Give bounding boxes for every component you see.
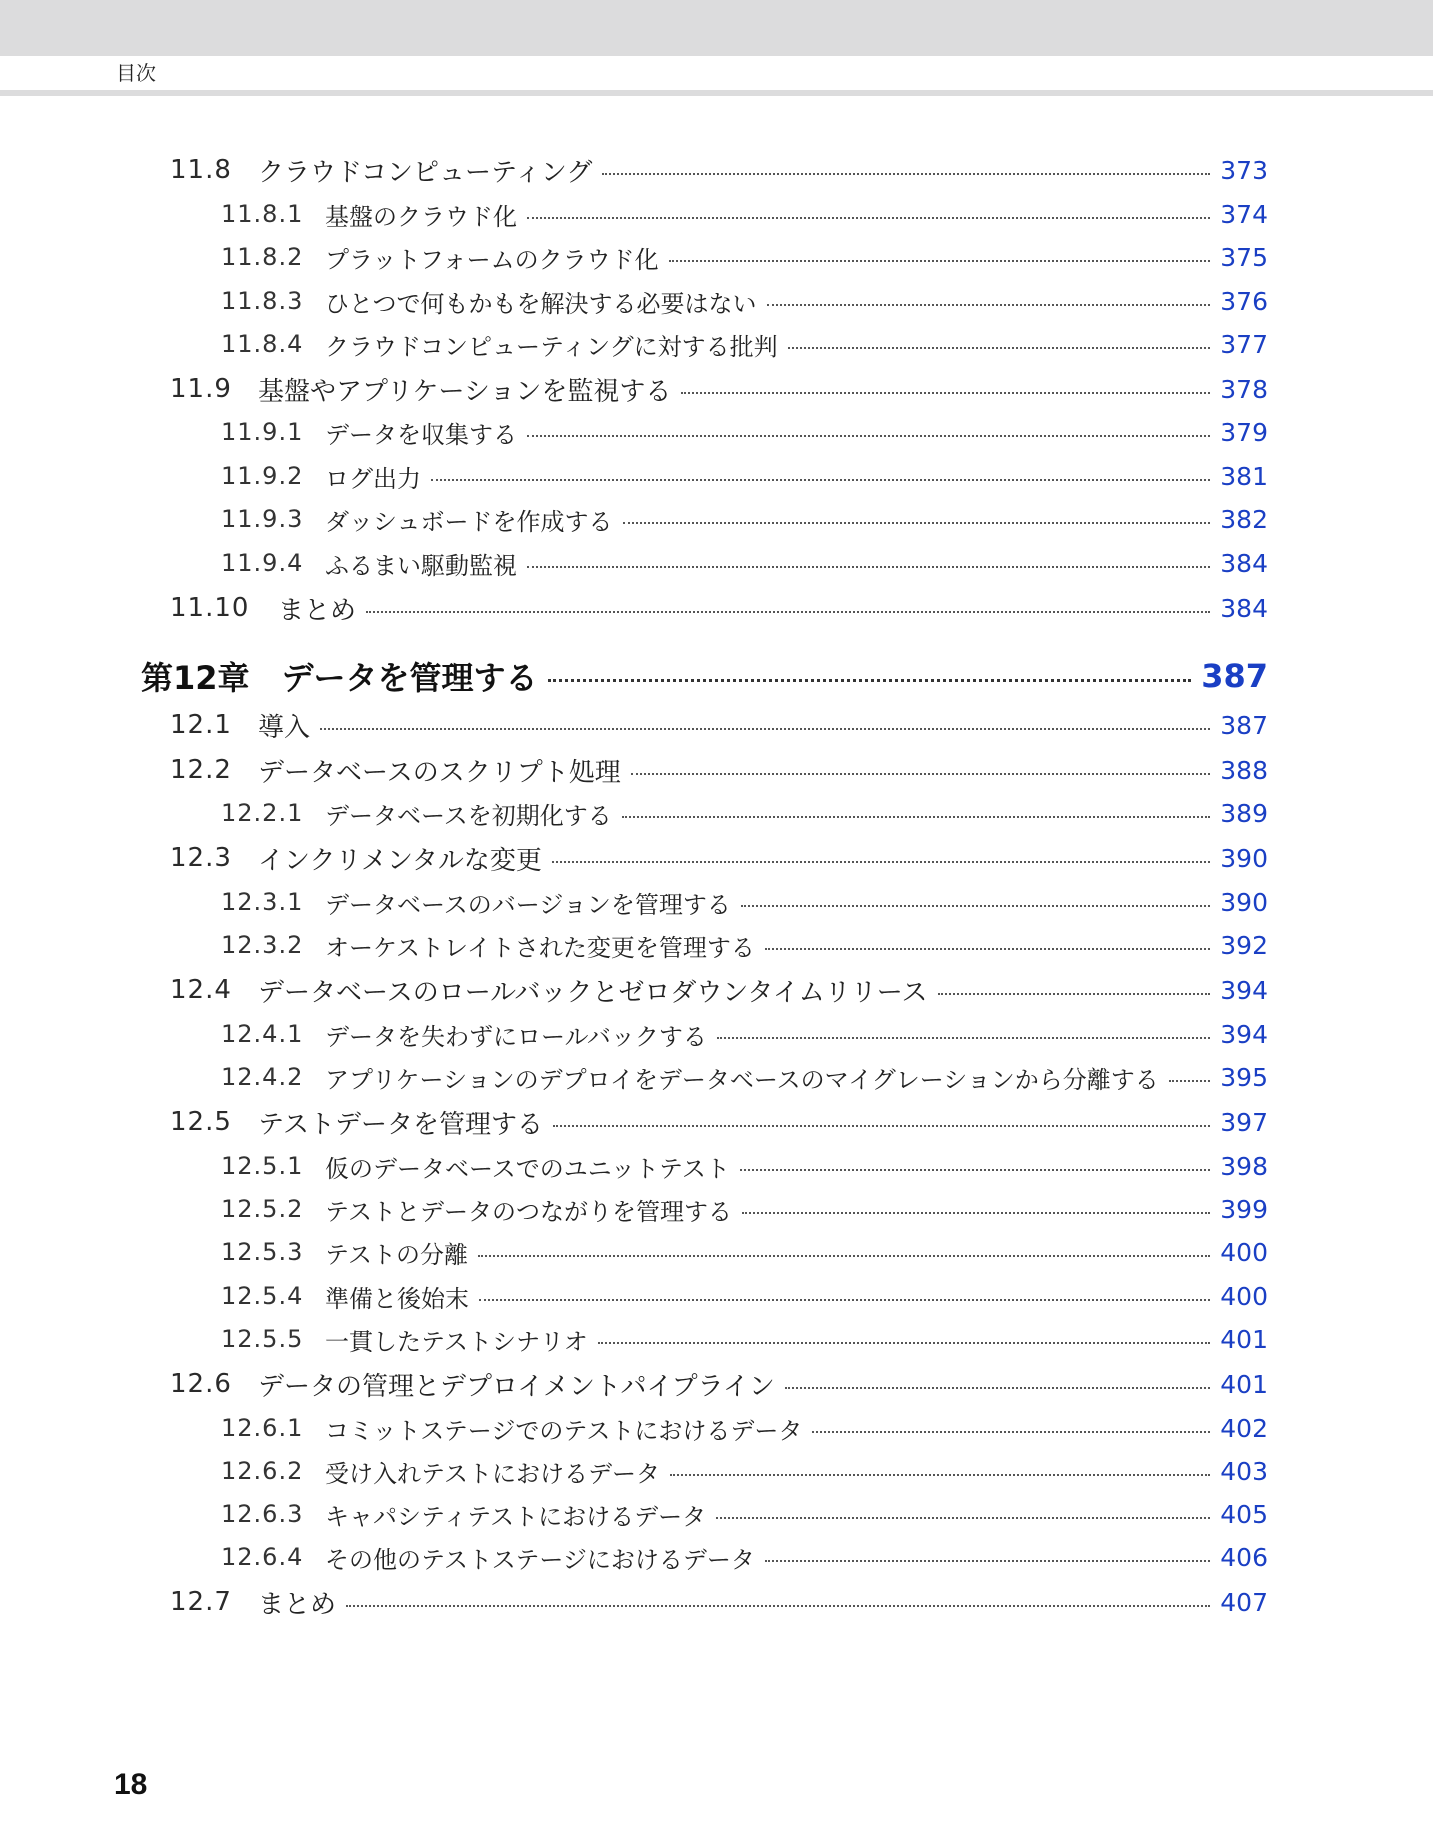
section-number: 12.3.1 bbox=[221, 888, 304, 916]
section-title: テストの分離 bbox=[325, 1240, 469, 1269]
dot-leader bbox=[670, 1474, 1210, 1476]
toc-entry[interactable] bbox=[221, 925, 1268, 965]
section-number: 11.8.2 bbox=[221, 243, 304, 271]
toc-entry[interactable] bbox=[221, 1276, 1268, 1316]
page-link[interactable]: 402 bbox=[1220, 1413, 1268, 1443]
dot-leader bbox=[765, 1560, 1210, 1562]
toc-entry[interactable] bbox=[170, 970, 1268, 1010]
section-number: 11.9.1 bbox=[221, 418, 304, 446]
section-number: 12.3.2 bbox=[221, 931, 304, 959]
toc-entry[interactable] bbox=[170, 838, 1268, 878]
section-title: インクリメンタルな変更 bbox=[258, 845, 542, 876]
page-link[interactable]: 401 bbox=[1220, 1324, 1268, 1354]
dot-leader bbox=[631, 773, 1211, 775]
page-link[interactable]: 394 bbox=[1220, 975, 1268, 1005]
dot-leader bbox=[552, 861, 1210, 863]
section-number: 11.8.1 bbox=[221, 200, 304, 228]
page-link[interactable]: 400 bbox=[1220, 1237, 1268, 1267]
toc-entry[interactable] bbox=[170, 750, 1268, 790]
toc-entry[interactable] bbox=[221, 793, 1268, 833]
dot-leader bbox=[553, 1125, 1210, 1127]
page-link[interactable]: 390 bbox=[1220, 843, 1268, 873]
dot-leader bbox=[479, 1299, 1210, 1301]
dot-leader bbox=[938, 993, 1211, 995]
section-title: データベースのロールバックとゼロダウンタイムリリース bbox=[258, 977, 928, 1008]
section-number: 11.9.2 bbox=[221, 462, 304, 490]
section-title: コミットステージでのテストにおけるデータ bbox=[325, 1416, 803, 1445]
page-link[interactable]: 406 bbox=[1220, 1542, 1268, 1572]
section-title: 受け入れテストにおけるデータ bbox=[325, 1459, 661, 1488]
section-number: 11.8 bbox=[170, 155, 232, 185]
section-number: 12.4.2 bbox=[221, 1063, 304, 1091]
toc-entry[interactable] bbox=[221, 324, 1268, 364]
section-number: 12.6.2 bbox=[221, 1457, 304, 1485]
page-link[interactable]: 398 bbox=[1220, 1151, 1268, 1181]
section-number: 12.6.3 bbox=[221, 1500, 304, 1528]
section-number: 12.5.5 bbox=[221, 1325, 304, 1353]
toc-entry[interactable] bbox=[221, 882, 1268, 922]
page-link[interactable]: 394 bbox=[1220, 1019, 1268, 1049]
page-number: 18 bbox=[114, 1768, 148, 1801]
page-link[interactable]: 401 bbox=[1220, 1369, 1268, 1399]
section-title: ログ出力 bbox=[325, 464, 421, 493]
section-title: オーケストレイトされた変更を管理する bbox=[325, 933, 755, 962]
section-title: キャパシティテストにおけるデータ bbox=[325, 1502, 707, 1531]
dot-leader bbox=[598, 1342, 1210, 1344]
section-number: 12.6.1 bbox=[221, 1414, 304, 1442]
dot-leader bbox=[741, 905, 1210, 907]
page-link[interactable]: 405 bbox=[1220, 1499, 1268, 1529]
toc-entry[interactable] bbox=[221, 1014, 1268, 1054]
dot-leader bbox=[765, 948, 1210, 950]
section-title: テストデータを管理する bbox=[258, 1109, 543, 1140]
section-title: テストとデータのつながりを管理する bbox=[325, 1197, 733, 1226]
toc-entry[interactable] bbox=[221, 412, 1268, 452]
section-number: 12.7 bbox=[170, 1587, 232, 1617]
page-link[interactable]: 379 bbox=[1220, 417, 1268, 447]
toc-entry[interactable] bbox=[221, 543, 1268, 583]
dot-leader bbox=[740, 1169, 1210, 1171]
page-link[interactable]: 377 bbox=[1220, 329, 1268, 359]
page-link[interactable]: 382 bbox=[1220, 504, 1268, 534]
section-number: 12.2.1 bbox=[221, 799, 304, 827]
section-number: 12.5.3 bbox=[221, 1238, 304, 1266]
page-link[interactable]: 374 bbox=[1220, 199, 1268, 229]
dot-leader bbox=[788, 347, 1211, 349]
section-title: その他のテストステージにおけるデータ bbox=[325, 1545, 755, 1574]
toc-entry[interactable] bbox=[170, 369, 1268, 409]
section-title: データを失わずにロールバックする bbox=[325, 1022, 707, 1051]
dot-leader bbox=[527, 435, 1210, 437]
section-number: 11.9.4 bbox=[221, 549, 304, 577]
toc-entry[interactable] bbox=[221, 1146, 1268, 1186]
page-link[interactable]: 397 bbox=[1220, 1107, 1268, 1137]
section-title: データの管理とデプロイメントパイプライン bbox=[258, 1371, 775, 1402]
chapter-number: 第12章 bbox=[141, 659, 250, 697]
dot-leader bbox=[716, 1517, 1210, 1519]
page-link[interactable]: 389 bbox=[1220, 798, 1268, 828]
section-title: 基盤やアプリケーションを監視する bbox=[258, 376, 672, 407]
toc-entry[interactable] bbox=[221, 1232, 1268, 1272]
toc-entry[interactable] bbox=[221, 1189, 1268, 1229]
section-number: 11.9 bbox=[170, 374, 232, 404]
toc-entry[interactable] bbox=[221, 1494, 1268, 1534]
section-title: まとめ bbox=[278, 595, 357, 626]
section-title: 基盤のクラウド化 bbox=[325, 202, 517, 231]
dot-leader bbox=[717, 1037, 1210, 1039]
dot-leader bbox=[431, 479, 1210, 481]
page-link[interactable]: 384 bbox=[1220, 593, 1268, 623]
toc-entry[interactable] bbox=[221, 237, 1268, 277]
section-number: 12.4.1 bbox=[221, 1020, 304, 1048]
page-link[interactable]: 403 bbox=[1220, 1456, 1268, 1486]
toc-entry[interactable] bbox=[221, 1057, 1268, 1097]
section-title: データベースのスクリプト処理 bbox=[258, 757, 621, 788]
dot-leader bbox=[669, 260, 1211, 262]
section-number: 12.4 bbox=[170, 975, 232, 1005]
section-number: 12.5.1 bbox=[221, 1152, 304, 1180]
section-number: 12.5.4 bbox=[221, 1282, 304, 1310]
toc-entry[interactable] bbox=[221, 1451, 1268, 1491]
dot-leader bbox=[812, 1431, 1210, 1433]
dot-leader bbox=[548, 679, 1192, 682]
section-title: データベースを初期化する bbox=[325, 801, 612, 830]
section-title: プラットフォームのクラウド化 bbox=[325, 245, 659, 274]
section-number: 12.5.2 bbox=[221, 1195, 304, 1223]
toc-entry[interactable] bbox=[221, 499, 1268, 539]
dot-leader bbox=[1169, 1080, 1211, 1082]
page-link[interactable]: 376 bbox=[1220, 286, 1268, 316]
section-title: ひとつで何もかもを解決する必要はない bbox=[325, 289, 757, 318]
page-link[interactable]: 388 bbox=[1220, 755, 1268, 785]
section-number: 11.8.3 bbox=[221, 287, 304, 315]
chapter-entry[interactable] bbox=[141, 652, 1268, 700]
dot-leader bbox=[478, 1255, 1210, 1257]
dot-leader bbox=[767, 304, 1211, 306]
dot-leader bbox=[346, 1605, 1210, 1607]
toc-entry[interactable] bbox=[221, 281, 1268, 321]
toc-entry[interactable] bbox=[170, 705, 1268, 745]
page-link[interactable]: 387 bbox=[1201, 657, 1268, 695]
toc-entry[interactable] bbox=[170, 1582, 1268, 1622]
dot-leader bbox=[527, 217, 1210, 219]
toc-entry[interactable] bbox=[170, 150, 1268, 190]
toc-entry[interactable] bbox=[221, 456, 1268, 496]
page-link[interactable]: 375 bbox=[1220, 242, 1268, 272]
section-title: ダッシュボードを作成する bbox=[325, 507, 613, 536]
section-number: 12.5 bbox=[170, 1107, 232, 1137]
section-title: 導入 bbox=[258, 712, 311, 743]
page-link[interactable]: 400 bbox=[1220, 1281, 1268, 1311]
section-number: 12.6.4 bbox=[221, 1543, 304, 1571]
dot-leader bbox=[602, 173, 1210, 175]
section-title: 準備と後始末 bbox=[325, 1284, 469, 1313]
toc-entry[interactable] bbox=[221, 1408, 1268, 1448]
running-header: 目次 bbox=[116, 61, 156, 85]
section-title: クラウドコンピューティング bbox=[258, 157, 593, 188]
dot-leader bbox=[681, 392, 1210, 394]
dot-leader bbox=[742, 1212, 1210, 1214]
section-number: 12.1 bbox=[170, 710, 232, 740]
dot-leader bbox=[623, 522, 1211, 524]
section-title: データを収集する bbox=[325, 420, 517, 449]
section-number: 11.9.3 bbox=[221, 505, 304, 533]
page-link[interactable]: 399 bbox=[1220, 1194, 1268, 1224]
chapter-title: データを管理する bbox=[281, 659, 538, 697]
section-title: 仮のデータベースでのユニットテスト bbox=[325, 1154, 730, 1183]
page-link[interactable]: 395 bbox=[1220, 1062, 1268, 1092]
page-link[interactable]: 378 bbox=[1220, 374, 1268, 404]
dot-leader bbox=[785, 1387, 1210, 1389]
toc-entry[interactable] bbox=[221, 1319, 1268, 1359]
section-number: 11.10 bbox=[170, 593, 250, 623]
section-number: 11.8.4 bbox=[221, 330, 304, 358]
page-link[interactable]: 373 bbox=[1220, 155, 1268, 185]
dot-leader bbox=[622, 816, 1210, 818]
section-number: 12.3 bbox=[170, 843, 232, 873]
section-title: データベースのバージョンを管理する bbox=[325, 890, 731, 919]
page-link[interactable]: 387 bbox=[1220, 710, 1268, 740]
dot-leader bbox=[320, 728, 1210, 730]
page-link[interactable]: 381 bbox=[1220, 461, 1268, 491]
section-title: ふるまい駆動監視 bbox=[325, 551, 517, 580]
section-number: 12.2 bbox=[170, 755, 232, 785]
page-link[interactable]: 384 bbox=[1220, 548, 1268, 578]
section-title: アプリケーションのデプロイをデータベースのマイグレーションから分離する bbox=[325, 1065, 1159, 1094]
dot-leader bbox=[366, 611, 1210, 613]
page-link[interactable]: 407 bbox=[1220, 1587, 1268, 1617]
section-title: 一貫したテストシナリオ bbox=[325, 1327, 588, 1356]
section-number: 12.6 bbox=[170, 1369, 232, 1399]
section-title: まとめ bbox=[258, 1589, 337, 1620]
section-title: クラウドコンピューティングに対する批判 bbox=[325, 332, 778, 361]
toc-entry[interactable] bbox=[170, 1364, 1268, 1404]
page-link[interactable]: 390 bbox=[1220, 887, 1268, 917]
toc-entry[interactable] bbox=[221, 1537, 1268, 1577]
toc-entry[interactable] bbox=[221, 194, 1268, 234]
dot-leader bbox=[527, 566, 1210, 568]
toc-entry[interactable] bbox=[170, 588, 1268, 628]
toc-entry[interactable] bbox=[170, 1102, 1268, 1142]
page-link[interactable]: 392 bbox=[1220, 930, 1268, 960]
